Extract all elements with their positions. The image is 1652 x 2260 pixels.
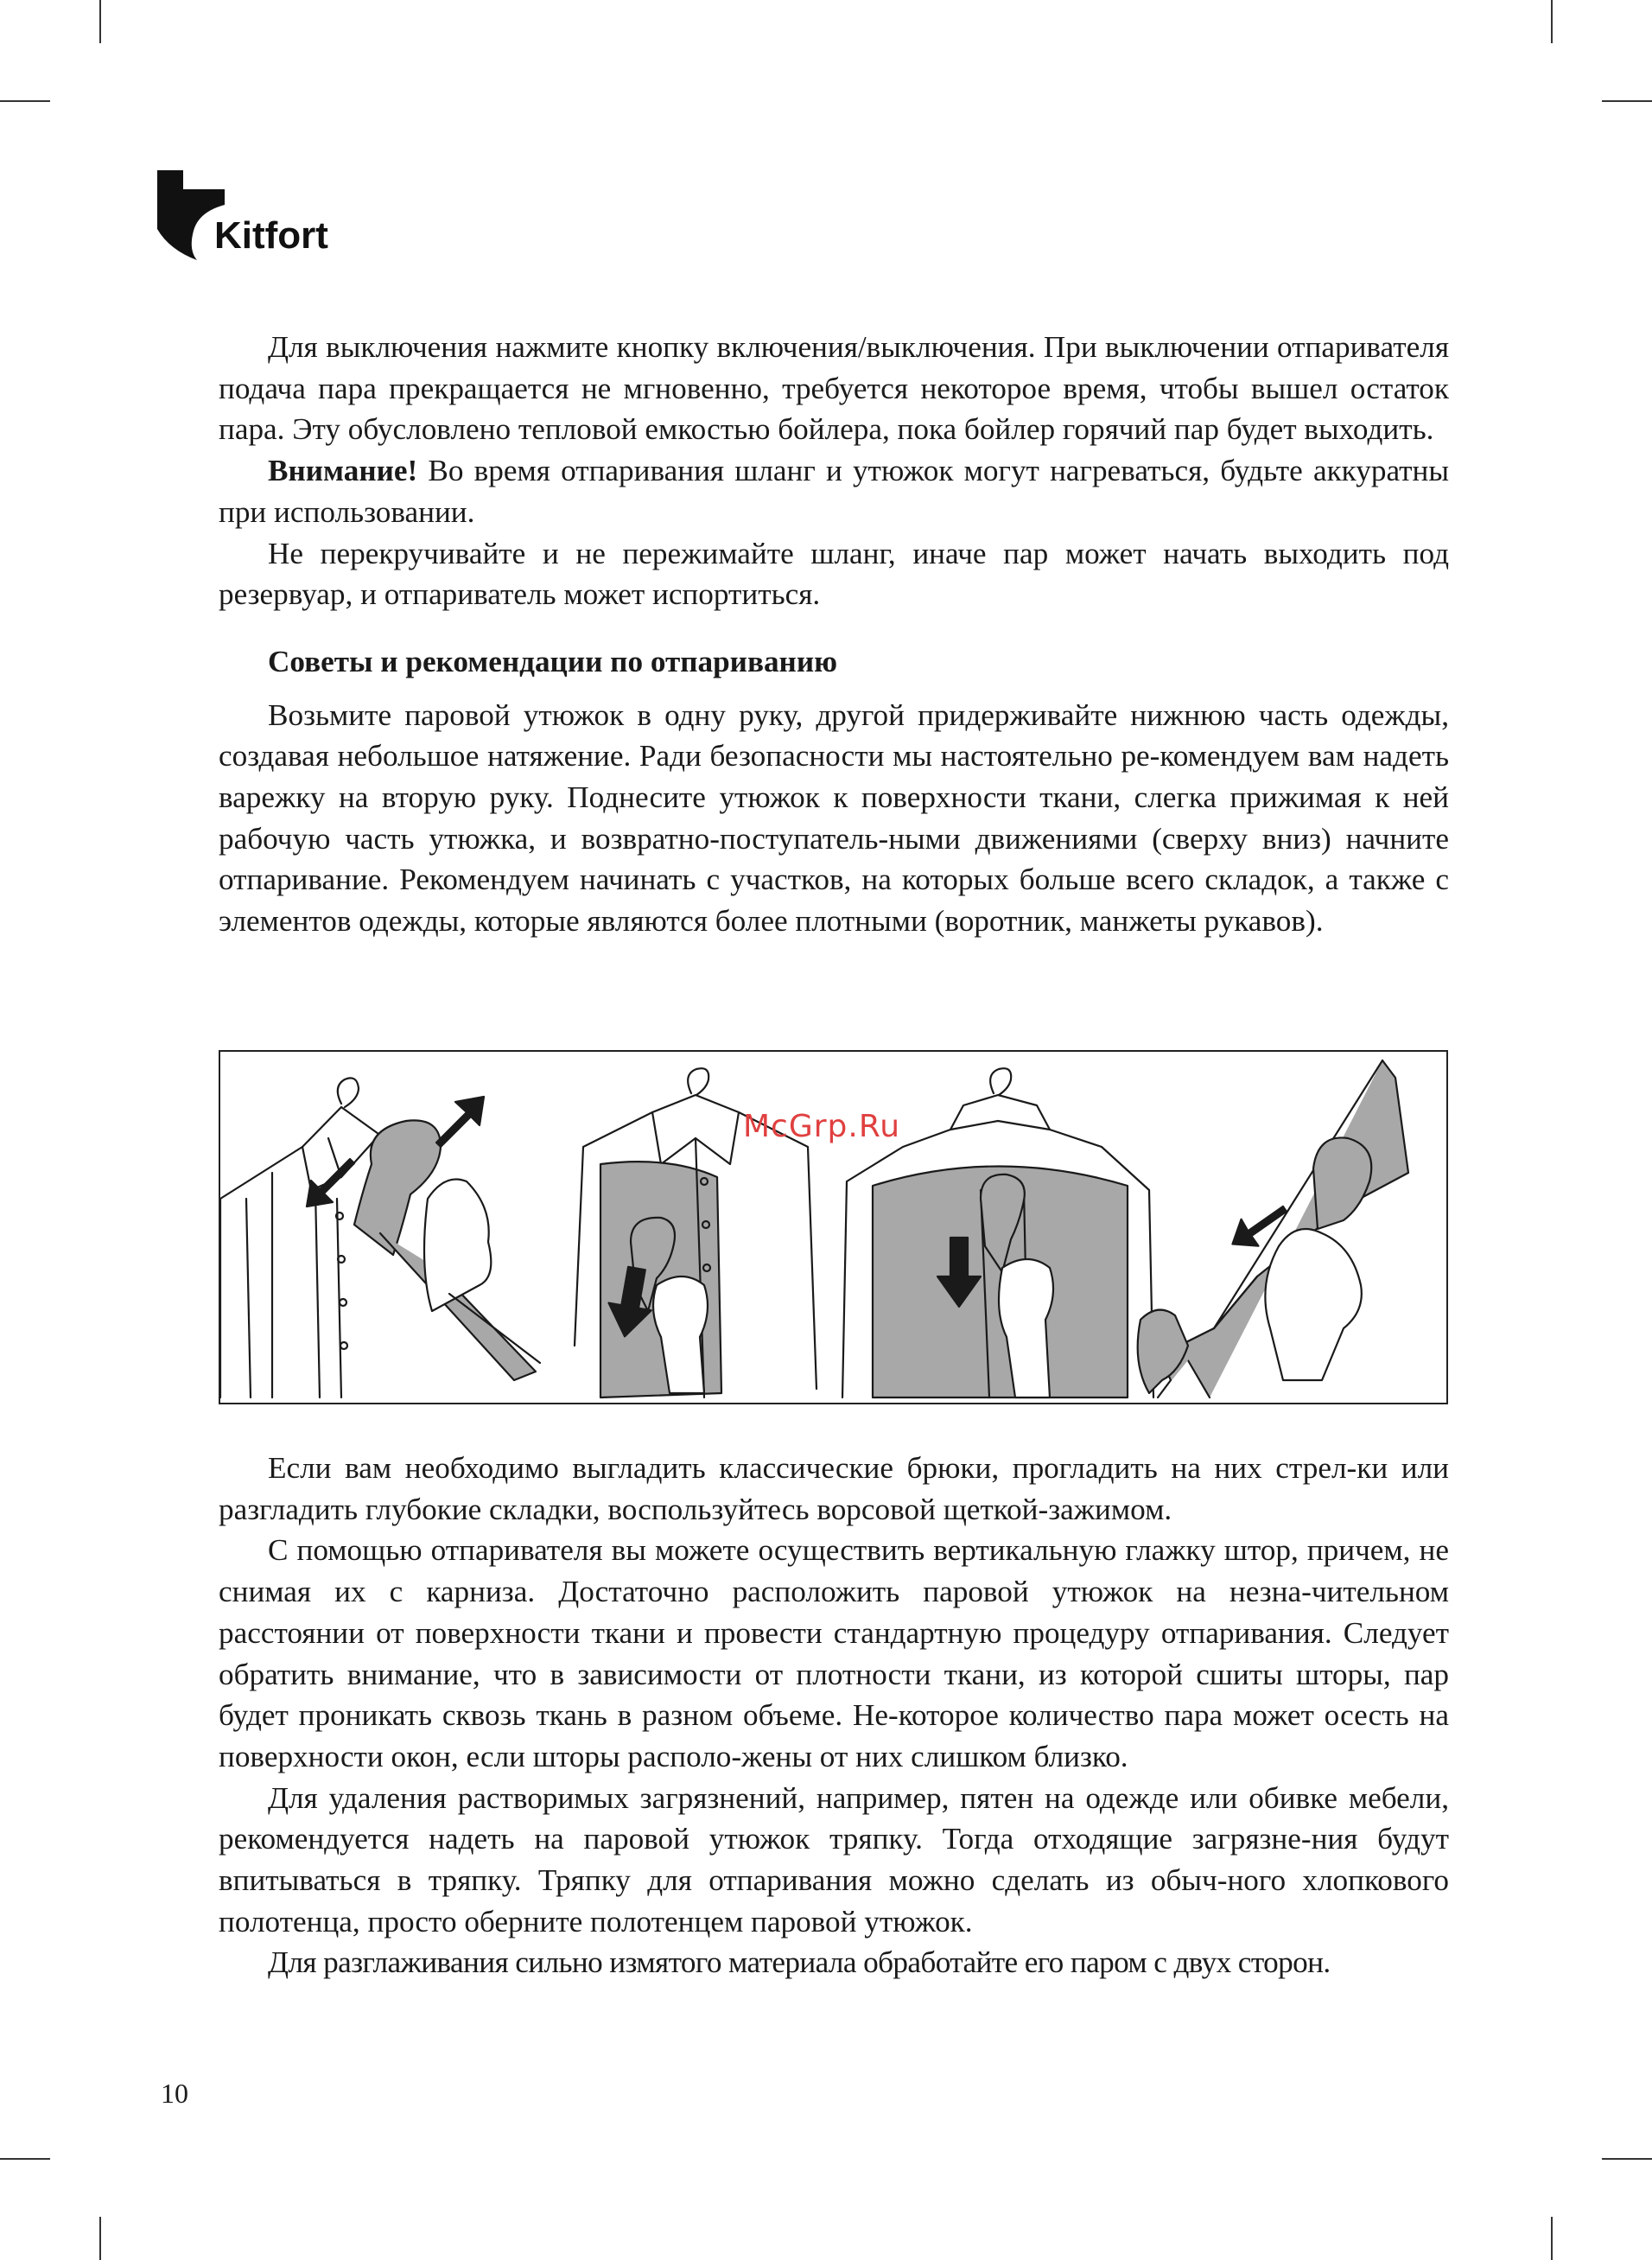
page-number: 10 [161, 2078, 188, 2109]
main-text-bottom [219, 1448, 1449, 1983]
panel-4 [1138, 1060, 1408, 1397]
paragraph-power-off: Для выключения нажмите кнопку включения/выключения. При выключении отпаривателя подача пара прекращается не мгновенно, требуется некоторое время, чтобы вышел остаток пара. Эту обусловлено тепловой емкостью бойлера, пока бойлер горячий пар будет выходить. [219, 330, 1449, 447]
crop-mark [0, 2158, 50, 2160]
crop-mark [1602, 100, 1652, 102]
section-heading: Советы и рекомендации по отпариванию [268, 644, 837, 678]
crop-mark [1551, 2217, 1553, 2260]
steaming-illustration-drawing [220, 1052, 1448, 1404]
crop-mark [0, 100, 50, 102]
paragraph-stains: Для удаления растворимых загрязнений, например, пятен на одежде или обивке мебели, рекомендуется надеть на паровой утюжок тряпку. Тогда отходящие загрязне-ния будут впитываться в тряпку. Тряпку для отпаривания можно сделать из обыч-ного хлопкового полотенца, просто оберните полотенцем паровой утюжок. [219, 1780, 1449, 1939]
crop-mark [99, 2217, 101, 2260]
crop-mark [1551, 0, 1553, 43]
paragraph-curtains: С помощью отпаривателя вы можете осуществить вертикальную глажку штор, причем, не снимая их с карниза. Достаточно расположить паровой утюжок на незна-чительном расстоянии от поверхности ткани и провести стандартную процедуру отпаривания. Следует обратить внимание, что в зависимости от плотности ткани, из которой сшиты шторы, пар будет проникать сквозь ткань в разном объеме. Не-которое количество пара может осесть на поверхности окон, если шторы располо-жены от них слишком близко. [219, 1533, 1449, 1773]
main-text-top [219, 327, 1449, 942]
paragraph-warning: Внимание! Во время отпаривания шланг и утюжок могут нагреваться, будьте аккуратны при использовании. [219, 454, 1449, 529]
brand-name: Kitfort [214, 214, 328, 257]
warning-label: Внимание! [268, 454, 418, 488]
crop-mark [99, 0, 101, 43]
paragraph-trousers: Если вам необходимо выгладить классические брюки, прогладить на них стрел-ки или разгладить глубокие складки, воспользуйтесь ворсовой щеткой-зажимом. [219, 1451, 1449, 1526]
paragraph-hose: Не перекручивайте и не пережимайте шланг, иначе пар может начать выходить под резервуар, и отпариватель может испортиться. [219, 536, 1449, 612]
crop-mark [1602, 2158, 1652, 2160]
kitfort-logo [157, 170, 356, 265]
watermark: McGrp.Ru [743, 1109, 901, 1144]
paragraph-tips: Возьмите паровой утюжок в одну руку, другой придерживайте нижнюю часть одежды, создавая небольшое натяжение. Ради безопасности мы настоятельно ре-комендуем вам надеть варежку на вторую руку. Поднесите утюжок к поверхности ткани, слегка прижимая к ней рабочую часть утюжка, и возвратно-поступатель-ными движениями (сверху вниз) начните отпаривание. Рекомендуем начинать с участков, на которых больше всего складок, а также с элементов одежды, которые являются более плотными (воротник, манжеты рукавов). [219, 697, 1449, 939]
steaming-illustration [219, 1050, 1448, 1404]
panel-1 [220, 1078, 540, 1397]
paragraph-creased: Для разглаживания сильно измятого материала обработайте его паром с двух сторон. [268, 1945, 1331, 1980]
